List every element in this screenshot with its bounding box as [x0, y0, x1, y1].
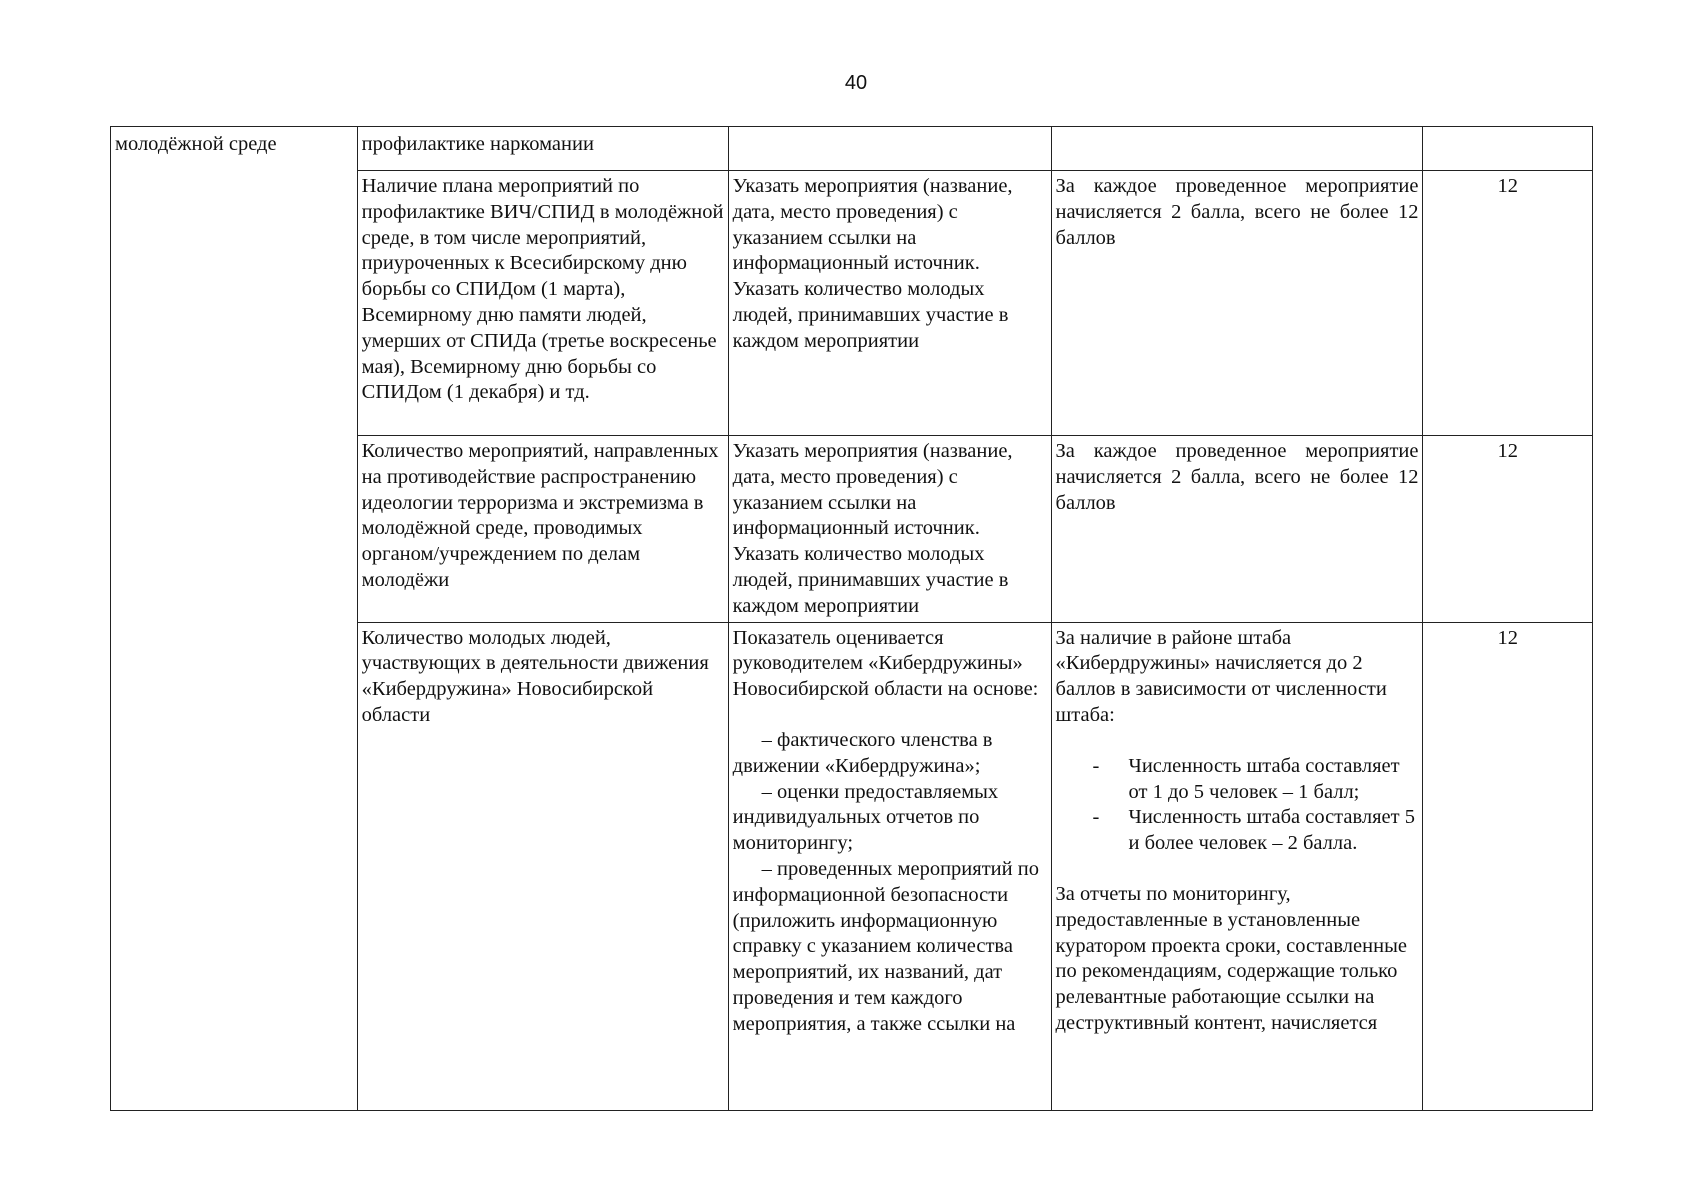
scoring-cell: За каждое проведенное мероприятие начисляется 2 балла, всего не более 12 баллов — [1051, 171, 1422, 436]
method-cell: Указать мероприятия (название, дата, место проведения) с указанием ссылки на информационный источник. Указать количество молодых людей, принимавших участие в каждом мероприятии — [728, 436, 1051, 623]
scoring-list-item — [1056, 805, 1419, 857]
max-score-cell: 12 — [1422, 171, 1592, 436]
max-score-cell: 12 — [1422, 622, 1592, 1110]
scoring-outro: За отчеты по мониторингу, предоставленные в установленные куратором проекта сроки, составленные по рекомендациям, содержащие только релевантные работающие ссылки на деструктивный контент, начисляется — [1055, 882, 1407, 1034]
criteria-table — [110, 126, 1593, 1111]
list-marker: - — [1092, 806, 1100, 829]
scoring-cell: За каждое проведенное мероприятие начисляется 2 балла, всего не более 12 баллов — [1051, 436, 1422, 623]
method-cell: Указать мероприятия (название, дата, место проведения) с указанием ссылки на информационный источник. Указать количество молодых людей, принимавших участие в каждом мероприятии — [728, 171, 1051, 436]
list-item-text: Численность штаба составляет 5 и более человек – 2 балла. — [1128, 806, 1415, 855]
max-score-cell: 12 — [1422, 436, 1592, 623]
scoring-cell — [1051, 127, 1422, 171]
indicator-cell: Наличие плана мероприятий по профилактике ВИЧ/СПИД в молодёжной среде, в том числе мероприятий, приуроченных к Всесибирскому дню борьбы со СПИДом (1 марта), Всемирному дню памяти людей, умерших от СПИДа (третье воскресенье мая), Всемирному дню борьбы со СПИДом (1 декабря) и тд. — [357, 171, 728, 436]
method-intro: Показатель оценивается руководителем «Кибердружины» Новосибирской области на основе: — [732, 626, 1039, 701]
method-list-item: – фактического членства в движении «Кибердружина»; — [732, 728, 993, 777]
scoring-intro: За наличие в районе штаба «Кибердружины» начисляется до 2 баллов в зависимости от численности штаба: — [1055, 626, 1387, 726]
method-list-item: – оценки предоставляемых индивидуальных отчетов по мониторингу; — [732, 780, 999, 855]
table-row — [111, 127, 1593, 171]
indicator-cell: профилактике наркомании — [357, 127, 728, 171]
method-cell — [728, 622, 1051, 1110]
method-list-item: – проведенных мероприятий по информационной безопасности (приложить информационную справку с указанием количества мероприятий, их названий, дат проведения и тем каждого мероприятия, а также ссылки на — [732, 857, 1039, 1035]
scoring-list-item — [1056, 754, 1419, 806]
category-cell: молодёжной среде — [111, 127, 358, 1111]
method-cell — [728, 127, 1051, 171]
scoring-cell — [1051, 622, 1422, 1110]
list-marker: - — [1092, 754, 1100, 777]
page-number: 40 — [844, 72, 868, 94]
list-item-text: Численность штаба составляет от 1 до 5 человек – 1 балл; — [1128, 754, 1400, 803]
max-score-cell — [1422, 127, 1592, 171]
indicator-cell: Количество молодых людей, участвующих в деятельности движения «Кибердружина» Новосибирской области — [357, 622, 728, 1110]
indicator-cell: Количество мероприятий, направленных на противодействие распространению идеологии терроризма и экстремизма в молодёжной среде, проводимых органом/учреждением по делам молодёжи — [357, 436, 728, 623]
